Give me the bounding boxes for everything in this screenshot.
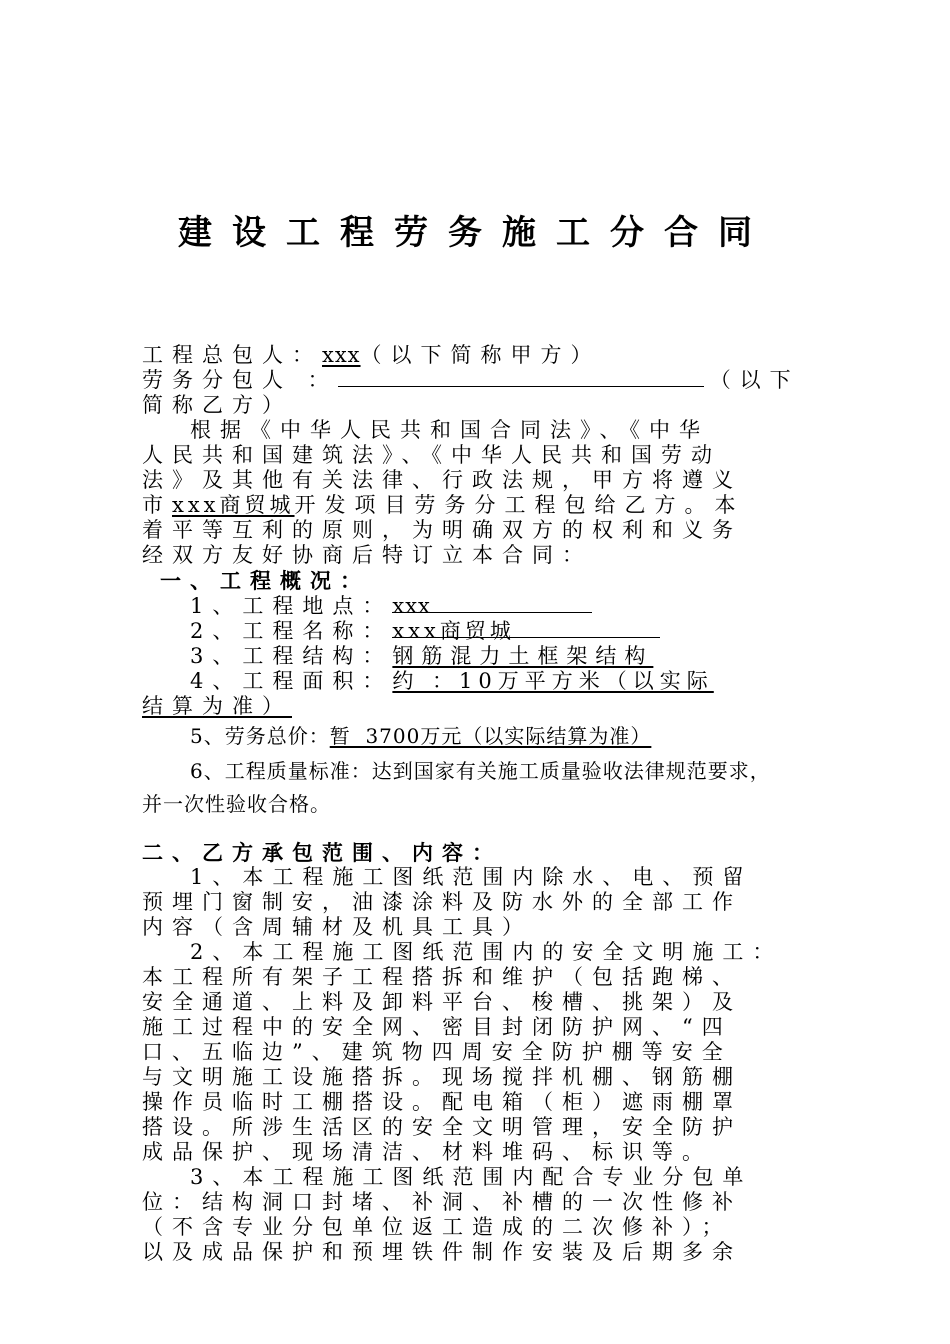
scope-2-line-2: 本工程所有架子工程搭拆和维护（包括跑梯、: [142, 965, 742, 989]
scope-2-line-7: 操作员临时工棚搭设。配电箱（柜）遮雨棚罩: [142, 1090, 742, 1114]
project-location-label: 1、工程地点：: [190, 594, 393, 618]
preamble-line-4-rest: 开发项目劳务分工程包给乙方。本: [294, 493, 745, 517]
preamble-project-name: xxx商贸城: [172, 493, 295, 517]
scope-3-line-1: 3、本工程施工图纸范围内配合专业分包单: [190, 1165, 753, 1189]
contractor-suffix: （以下简称甲方）: [360, 343, 601, 367]
project-name-row: [190, 619, 812, 644]
quality-standard-line-2: 并一次性验收合格。: [142, 792, 331, 816]
scope-3-line-4: 以及成品保护和预埋铁件制作安装及后期多余: [142, 1240, 742, 1264]
scope-1-line-2: 预埋门窗制安，油漆涂料及防水外的全部工作: [142, 890, 742, 914]
section-2-heading: 二、乙方承包范围、内容：: [142, 840, 502, 865]
preamble-line-4: [142, 493, 812, 518]
project-name-label: 2、工程名称：: [190, 619, 393, 643]
scope-3-line-2: 位：结构洞口封堵、补洞、补槽的一次性修补: [142, 1190, 742, 1214]
subcontractor-suffix-line: 简称乙方）: [142, 393, 292, 417]
preamble-line-3: 法》及其他有关法律、行政法规，甲方将遵义: [142, 468, 742, 492]
preamble-line-5: 着平等互利的原则，为明确双方的权利和义务: [142, 518, 742, 542]
preamble-line-6: 经双方友好协商后特订立本合同：: [142, 543, 592, 567]
scope-2-line-1: 2、本工程施工图纸范围内的安全文明施工：: [190, 940, 783, 964]
scope-2-line-9: 成品保护、现场清洁、材料堆码、标识等。: [142, 1140, 712, 1164]
contract-title: 建设工程劳务施工分合同: [178, 213, 772, 253]
contractor-line: [142, 343, 812, 368]
scope-2-line-6: 与文明施工设施搭拆。现场搅拌机棚、钢筋棚: [142, 1065, 742, 1089]
section-1-heading: 一、工程概况：: [160, 568, 370, 593]
subcontractor-line: [142, 368, 812, 393]
project-name-value: xxx商贸城: [392, 619, 660, 638]
preamble-city: 市: [142, 493, 172, 517]
project-structure-value: 钢筋混力土框架结构: [392, 644, 654, 668]
project-area-value-cont: 结算为准）: [142, 694, 292, 718]
labor-total-row: [190, 724, 812, 749]
project-structure-row: [190, 644, 812, 669]
contractor-label: 工程总包人：: [142, 343, 322, 367]
labor-total-value: 暂 3700万元（以实际结算为准）: [329, 724, 652, 748]
scope-1-line-3: 内容（含周辅材及机具工具）: [142, 915, 532, 939]
scope-1-line-1: 1、本工程施工图纸范围内除水、电、预留: [190, 865, 753, 889]
project-structure-label: 3、工程结构：: [190, 644, 393, 668]
labor-total-label: 5、劳务总价：: [190, 724, 330, 748]
project-area-row: [190, 669, 812, 694]
subcontractor-suffix: （以下: [709, 368, 800, 392]
subcontractor-label: 劳务分包人 ：: [142, 368, 338, 392]
scope-2-line-8: 搭设。所涉生活区的安全文明管理，安全防护: [142, 1115, 742, 1139]
scope-2-line-5: 口、五临边”、建筑物四周安全防护棚等安全: [142, 1040, 732, 1064]
scope-2-line-3: 安全通道、上料及卸料平台、梭槽、挑架）及: [142, 990, 742, 1014]
project-area-value: 约 ：10万平方米（以实际: [392, 669, 714, 693]
project-location-value: xxx: [392, 594, 592, 613]
project-area-label: 4、工程面积：: [190, 669, 393, 693]
subcontractor-blank: [338, 368, 704, 387]
quality-standard-line-1: 6、工程质量标准：达到国家有关施工质量验收法律规范要求，: [190, 759, 771, 783]
contractor-value: xxx: [322, 343, 361, 367]
preamble-line-2: 人民共和国建筑法》、《中华人民共和国劳动: [142, 443, 721, 467]
scope-2-line-4: 施工过程中的安全网、密目封闭防护网、“四: [142, 1015, 732, 1039]
preamble-line-1: 根据《中华人民共和国合同法》、《中华: [190, 418, 709, 442]
project-location-row: [190, 594, 812, 619]
scope-3-line-3: （不含专业分包单位返工造成的二次修补）；: [142, 1215, 732, 1239]
